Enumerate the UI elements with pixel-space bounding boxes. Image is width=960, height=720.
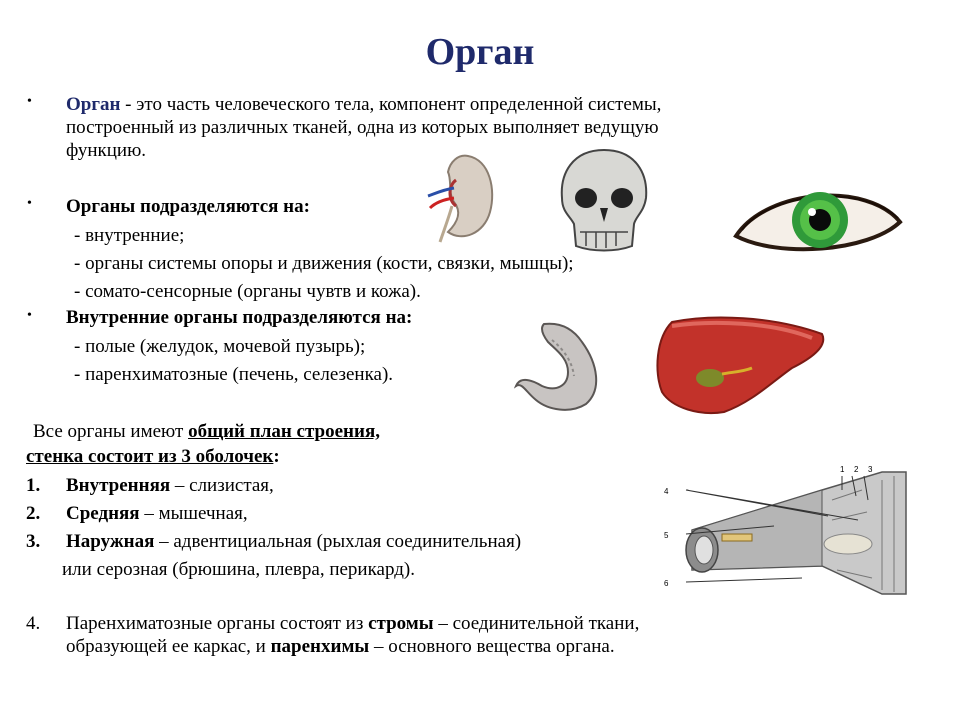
diagram-label: 3 — [868, 465, 873, 474]
internal-item: - полые (желудок, мочевой пузырь); — [74, 336, 366, 357]
subdivide-heading: Органы подразделяются на: — [66, 196, 310, 217]
diagram-label: 6 — [664, 579, 669, 588]
point4-block: 4. Паренхиматозные органы состоят из стромы – соединительной ткани, образующей ее каркас, и паренхимы – основного вещества органа. — [26, 613, 640, 657]
layer-item: 1. Внутренняя – слизистая, — [26, 475, 274, 496]
kidney-illustration — [418, 150, 496, 245]
bullet-marker: • — [27, 94, 32, 109]
bullet-marker: • — [27, 196, 32, 211]
layer-item: 2. Средняя – мышечная, — [26, 503, 248, 524]
skull-illustration — [556, 146, 652, 254]
definition-line2: построенный из различных тканей, одна из которых выполняет ведущую — [66, 117, 659, 138]
plan-line1: Все органы имеют общий план строения, — [33, 421, 380, 442]
layer-item: 3. Наружная – адвентициальная (рыхлая соединительная) — [26, 531, 522, 552]
layer3-continuation: или серозная (брюшина, плевра, перикард). — [62, 559, 415, 580]
eye-illustration — [728, 174, 908, 256]
definition-text: - это часть человеческого тела, компонент определенной системы, — [120, 94, 662, 115]
slide-title: Орган — [425, 31, 535, 73]
internal-heading: Внутренние органы подразделяются на: — [66, 307, 413, 328]
definition-line3: функцию. — [66, 140, 147, 161]
subdivide-item: - внутренние; — [74, 225, 185, 246]
plan-underlined: общий план строения, — [188, 421, 380, 442]
definition-term: Орган — [66, 94, 121, 115]
liver-illustration — [652, 312, 830, 418]
diagram-label: 4 — [664, 487, 669, 496]
subdivide-item: - органы системы опоры и движения (кости, связки, мышцы); — [74, 253, 574, 274]
plan-line2: стенка состоит из 3 оболочек: — [26, 446, 280, 467]
internal-item: - паренхиматозные (печень, селезенка). — [74, 364, 394, 385]
tube-wall-diagram — [662, 460, 920, 600]
stomach-illustration — [512, 320, 610, 416]
diagram-label: 1 — [840, 465, 845, 474]
bullet-marker: • — [27, 308, 32, 323]
subdivide-item: - сомато-сенсорные (органы чувтв и кожа). — [74, 281, 421, 302]
diagram-label: 5 — [664, 531, 669, 540]
diagram-label: 2 — [854, 465, 859, 474]
